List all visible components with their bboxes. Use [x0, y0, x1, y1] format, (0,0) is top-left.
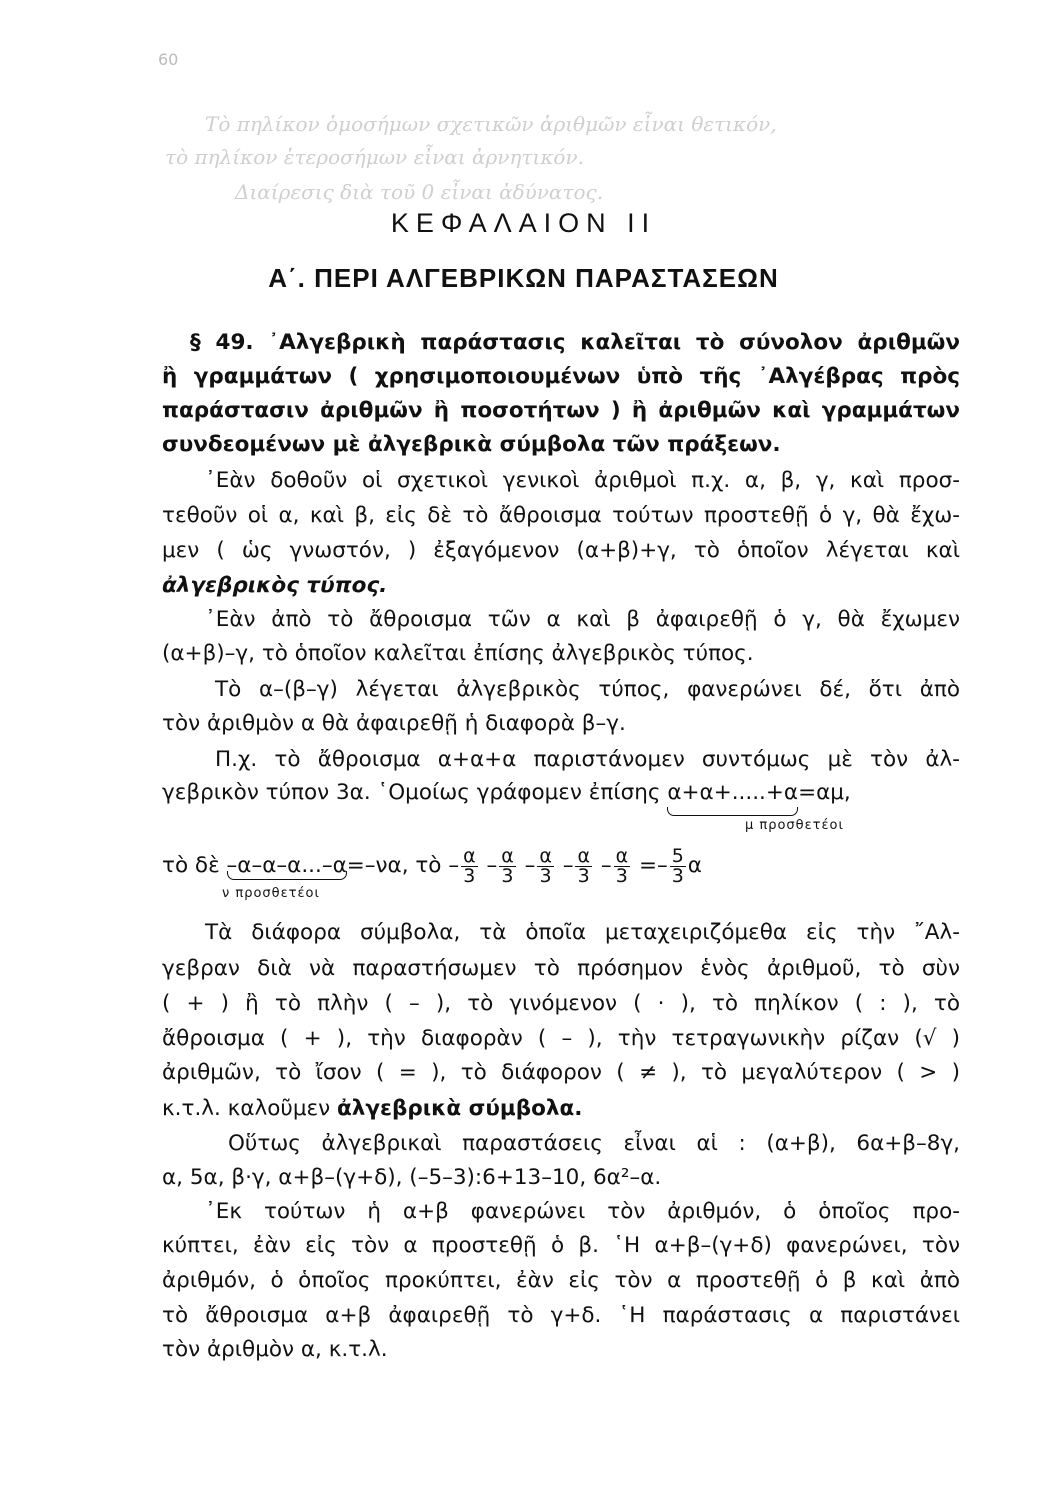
braced-expression: α+α+.....+α	[667, 780, 799, 805]
paragraph-line: α, 5α, β·γ, α+β–(γ+δ), (–5–3):6+13–10, 6α²–α.	[162, 1165, 662, 1190]
paragraph-line: (α+β)–γ, τὸ ὁποῖον καλεῖται ἐπίσης ἀλγεβρικὸς τύπος.	[162, 641, 754, 666]
braced-sum	[667, 777, 798, 809]
definition-line: παράστασιν ἀριθμῶν ἢ ποσοτήτων ) ἢ ἀριθμῶν καὶ γραμμάτων	[162, 398, 960, 423]
paragraph-line: ἀριθμόν, ὁ ὁποῖος προκύπτει, ἐὰν εἰς τὸν α προστεθῇ ὁ β καὶ ἀπὸ	[162, 1268, 960, 1293]
fraction-denominator: 3	[501, 864, 514, 887]
fraction-sign: –	[524, 853, 536, 878]
section-heading: Α΄. ΠΕΡΙ ΑΛΓΕΒΡΙΚΩΝ ΠΑΡΑΣΤΑΣΕΩΝ	[268, 263, 779, 293]
paragraph-line: τεθοῦν οἱ α, καὶ β, εἰς δὲ τὸ ἄθροισμα τούτων προστεθῇ ὁ γ, θὰ ἔχω-	[162, 503, 960, 528]
definition-line: συνδεομένων μὲ ἀλγεβρικὰ σύμβολα τῶν πράξεων.	[162, 432, 781, 457]
fraction-sign: –	[600, 853, 612, 878]
fraction-numerator: α	[463, 844, 476, 867]
fraction-numerator: α	[501, 844, 514, 867]
fraction	[537, 844, 554, 887]
fraction-numerator: α	[539, 844, 552, 867]
fraction-numerator: α	[577, 844, 590, 867]
fraction-numerator: 5	[671, 844, 684, 867]
paragraph-line: τὸν ἀριθμὸν α θὰ ἀφαιρεθῇ ἡ διαφορὰ β–γ.	[162, 711, 626, 736]
definition-line: § 49. ᾿Αλγεβρικὴ παράστασις καλεῖται τὸ σύνολον ἀριθμῶν	[190, 330, 960, 355]
paragraph-line	[162, 1093, 960, 1125]
paragraph-line: τὸ ἄθροισμα α+β ἀφαιρεθῇ τὸ γ+δ. ῾Η παράστασις α παριστάνει	[162, 1303, 960, 1328]
fraction-sign: –	[486, 853, 498, 878]
fraction	[614, 844, 631, 887]
fraction-denominator: 3	[615, 864, 628, 887]
formula-line-fractions	[162, 846, 960, 890]
paragraph-line: ἄθροισμα ( + ), τὴν διαφορὰν ( – ), τὴν τετραγωνικὴν ρίζαν (√ )	[162, 1026, 960, 1051]
result-variable: α	[687, 853, 702, 878]
formula-line-sum	[162, 777, 960, 809]
brace-label-mu: μ προσθετέοι	[745, 818, 844, 833]
paragraph-line: ἀριθμῶν, τὸ ἴσον ( = ), τὸ διάφορον ( ≠ ), τὸ μεγαλύτερον ( > )	[162, 1060, 960, 1085]
text-run: κ.τ.λ. καλοῦμεν	[162, 1096, 337, 1121]
braced-difference	[227, 846, 347, 886]
underbrace	[227, 871, 347, 880]
page-number: 60	[158, 50, 179, 69]
braced-expression: –α–α–α...–α	[226, 853, 347, 878]
fraction	[575, 844, 592, 887]
bleed-through-line: Τὸ πηλίκον ὁμοσήμων σχετικῶν ἀριθμῶν εἶναι θετικόν,	[205, 112, 777, 136]
fraction-sign: –	[448, 853, 460, 878]
paragraph-line: κύπτει, ἐὰν εἰς τὸν α προστεθῇ ὁ β. ῾Η α+β–(γ+δ) φανερώνει, τὸν	[162, 1233, 960, 1258]
definition-line: ἢ γραμμάτων ( χρησιμοποιουμένων ὑπὸ τῆς ᾿Αλγέβρας πρὸς	[162, 364, 960, 389]
term-algebraic-symbols: ἀλγεβρικὰ σύμβολα.	[336, 1096, 583, 1121]
paragraph-line: ᾿Εὰν δοθοῦν οἱ σχετικοὶ γενικοὶ ἀριθμοὶ π.χ. α, β, γ, καὶ προσ-	[205, 468, 960, 493]
formula-text: γεβρικὸν τύπον 3α. ῾Ομοίως γράφομεν ἐπίσης	[162, 780, 668, 805]
chapter-heading: ΚΕΦΑΛΑΙΟΝ ΙΙ	[390, 208, 657, 238]
fraction	[461, 844, 478, 887]
paragraph-line: Οὕτως ἀλγεβρικαὶ παραστάσεις εἶναι αἱ : (α+β), 6α+β–8γ,	[228, 1131, 960, 1156]
fraction-denominator: 3	[671, 864, 684, 887]
paragraph-line: τὸν ἀριθμὸν α, κ.τ.λ.	[162, 1337, 388, 1362]
paragraph-line: Π.χ. τὸ ἄθροισμα α+α+α παριστάνομεν συντόμως μὲ τὸν ἀλ-	[215, 747, 960, 772]
fraction-denominator: 3	[463, 864, 476, 887]
fraction-denominator: 3	[539, 864, 552, 887]
paragraph-line: ( + ) ἢ τὸ πλὴν ( – ), τὸ γινόμενον ( · ), τὸ πηλίκον ( : ), τὸ	[162, 991, 960, 1016]
underbrace	[667, 807, 798, 816]
brace-label-nu: ν προσθετέοι	[222, 886, 320, 901]
fraction-sign: –	[562, 853, 574, 878]
formula-text: =–να, τὸ	[346, 853, 442, 878]
result-fraction	[670, 844, 686, 887]
paragraph-line: ᾿Εὰν ἀπὸ τὸ ἄθροισμα τῶν α καὶ β ἀφαιρεθῇ ὁ γ, θὰ ἔχωμεν	[205, 607, 960, 632]
paragraph-line: Τὰ διάφορα σύμβολα, τὰ ὁποῖα μεταχειριζόμεθα εἰς τὴν ῎Αλ-	[205, 920, 960, 945]
bleed-through-line: τὸ πηλίκον ἑτεροσήμων εἶναι ἀρνητικόν.	[165, 145, 584, 169]
formula-result: =αμ,	[798, 780, 851, 805]
formula-text: τὸ δὲ	[162, 853, 227, 878]
paragraph-line: γεβραν διὰ νὰ παραστήσωμεν τὸ πρόσημον ἑνὸς ἀριθμοῦ, τὸ σὺν	[162, 956, 960, 981]
paragraph-line: Τὸ α–(β–γ) λέγεται ἀλγεβρικὸς τύπος, φανερώνει δέ, ὅτι ἀπὸ	[215, 677, 960, 702]
result-equals: =–	[638, 853, 668, 878]
bleed-through-line: Διαίρεσις διὰ τοῦ 0 εἶναι ἀδύνατος.	[235, 180, 604, 204]
fraction-denominator: 3	[577, 864, 590, 887]
paragraph-line: μεν ( ὡς γνωστόν, ) ἐξαγόμενον (α+β)+γ, τὸ ὁποῖον λέγεται καὶ	[162, 538, 960, 563]
term-algebraic-formula: ἀλγεβρικὸς τύπος.	[162, 573, 388, 598]
paragraph-line: ᾿Εκ τούτων ἡ α+β φανερώνει τὸν ἀριθμόν, ὁ ὁποῖος προ-	[205, 1199, 960, 1224]
fraction	[499, 844, 516, 887]
fraction-numerator: α	[615, 844, 629, 867]
